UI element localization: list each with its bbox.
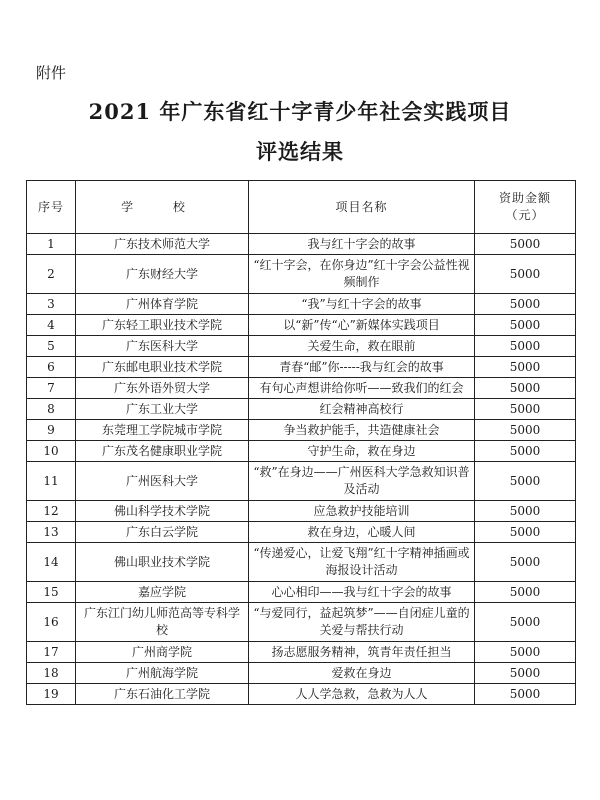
cell-amount: 5000 [475, 642, 576, 663]
cell-school: 广东白云学院 [76, 522, 249, 543]
cell-project: 红会精神高校行 [249, 399, 475, 420]
cell-no: 16 [27, 603, 76, 642]
attachment-label: 附件 [36, 64, 67, 82]
document-title: 2021 年广东省红十字青少年社会实践项目 [88, 99, 512, 124]
cell-no: 8 [27, 399, 76, 420]
cell-project: 青春“邮”你-----我与红会的故事 [249, 357, 475, 378]
cell-no: 6 [27, 357, 76, 378]
cell-project: “与爱同行，益起筑梦”——自闭症儿童的关爱与帮扶行动 [249, 603, 475, 642]
cell-amount: 5000 [475, 357, 576, 378]
cell-amount: 5000 [475, 336, 576, 357]
cell-no: 1 [27, 234, 76, 255]
document-subtitle: 评选结果 [256, 139, 344, 164]
cell-amount: 5000 [475, 255, 576, 294]
cell-school: 广州医科大学 [76, 462, 249, 501]
cell-no: 17 [27, 642, 76, 663]
header-school: 学 校 [76, 181, 249, 234]
cell-school: 广东财经大学 [76, 255, 249, 294]
cell-school: 东莞理工学院城市学院 [76, 420, 249, 441]
table-row [27, 543, 576, 582]
table-row [27, 336, 576, 357]
cell-school: 广州航海学院 [76, 663, 249, 684]
cell-project: 人人学急救，急救为人人 [249, 684, 475, 705]
table-row [27, 399, 576, 420]
cell-project: 守护生命，救在身边 [249, 441, 475, 462]
header-amount-line2: （元） [505, 208, 545, 222]
header-amount [475, 181, 576, 234]
cell-no: 14 [27, 543, 76, 582]
table-row [27, 234, 576, 255]
cell-amount: 5000 [475, 663, 576, 684]
cell-project: 爱救在身边 [249, 663, 475, 684]
table-row [27, 582, 576, 603]
cell-amount: 5000 [475, 522, 576, 543]
cell-no: 10 [27, 441, 76, 462]
cell-project: 我与红十字会的故事 [249, 234, 475, 255]
cell-project: 救在身边，心暖人间 [249, 522, 475, 543]
cell-project: 应急救护技能培训 [249, 501, 475, 522]
cell-school: 广州体育学院 [76, 294, 249, 315]
table-row [27, 684, 576, 705]
cell-project: “红十字会，在你身边”红十字会公益性视频制作 [249, 255, 475, 294]
cell-no: 9 [27, 420, 76, 441]
cell-school: 广东江门幼儿师范高等专科学校 [76, 603, 249, 642]
cell-amount: 5000 [475, 462, 576, 501]
cell-amount: 5000 [475, 603, 576, 642]
table-row [27, 255, 576, 294]
table-row [27, 420, 576, 441]
cell-amount: 5000 [475, 420, 576, 441]
cell-amount: 5000 [475, 501, 576, 522]
cell-amount: 5000 [475, 294, 576, 315]
table-row [27, 294, 576, 315]
cell-amount: 5000 [475, 543, 576, 582]
table-row [27, 522, 576, 543]
table-row [27, 378, 576, 399]
cell-project: 心心相印——我与红十字会的故事 [249, 582, 475, 603]
cell-school: 广东技术师范大学 [76, 234, 249, 255]
table-row [27, 663, 576, 684]
table-row [27, 357, 576, 378]
cell-amount: 5000 [475, 582, 576, 603]
header-amount-line1: 资助金额 [498, 191, 551, 205]
cell-no: 7 [27, 378, 76, 399]
cell-no: 11 [27, 462, 76, 501]
cell-project: “传递爱心，让爱飞翔”红十字精神插画或海报设计活动 [249, 543, 475, 582]
cell-no: 2 [27, 255, 76, 294]
cell-school: 广东石油化工学院 [76, 684, 249, 705]
cell-school: 广东医科大学 [76, 336, 249, 357]
table-row [27, 501, 576, 522]
cell-amount: 5000 [475, 441, 576, 462]
cell-school: 广东轻工职业技术学院 [76, 315, 249, 336]
header-project: 项目名称 [249, 181, 475, 234]
cell-school: 嘉应学院 [76, 582, 249, 603]
cell-school: 广东工业大学 [76, 399, 249, 420]
cell-school: 佛山科学技术学院 [76, 501, 249, 522]
header-no: 序号 [27, 181, 76, 234]
table-row [27, 462, 576, 501]
cell-no: 18 [27, 663, 76, 684]
cell-project: 关爱生命，救在眼前 [249, 336, 475, 357]
table-row [27, 441, 576, 462]
cell-amount: 5000 [475, 234, 576, 255]
cell-no: 19 [27, 684, 76, 705]
table-row [27, 642, 576, 663]
cell-no: 13 [27, 522, 76, 543]
cell-school: 广东邮电职业技术学院 [76, 357, 249, 378]
cell-amount: 5000 [475, 378, 576, 399]
cell-project: 以“新”传“心”新媒体实践项目 [249, 315, 475, 336]
table-header-row [27, 181, 576, 234]
cell-no: 5 [27, 336, 76, 357]
cell-amount: 5000 [475, 399, 576, 420]
cell-no: 15 [27, 582, 76, 603]
results-table [26, 180, 576, 705]
cell-project: 扬志愿服务精神，筑青年责任担当 [249, 642, 475, 663]
cell-school: 广东外语外贸大学 [76, 378, 249, 399]
cell-no: 3 [27, 294, 76, 315]
cell-project: “救”在身边——广州医科大学急救知识普及活动 [249, 462, 475, 501]
cell-amount: 5000 [475, 684, 576, 705]
cell-school: 广州商学院 [76, 642, 249, 663]
cell-no: 12 [27, 501, 76, 522]
cell-amount: 5000 [475, 315, 576, 336]
cell-project: 争当救护能手，共造健康社会 [249, 420, 475, 441]
cell-project: “我”与红十字会的故事 [249, 294, 475, 315]
table-row [27, 315, 576, 336]
cell-school: 广东茂名健康职业学院 [76, 441, 249, 462]
cell-project: 有句心声想讲给你听——致我们的红会 [249, 378, 475, 399]
cell-school: 佛山职业技术学院 [76, 543, 249, 582]
cell-no: 4 [27, 315, 76, 336]
table-row [27, 603, 576, 642]
